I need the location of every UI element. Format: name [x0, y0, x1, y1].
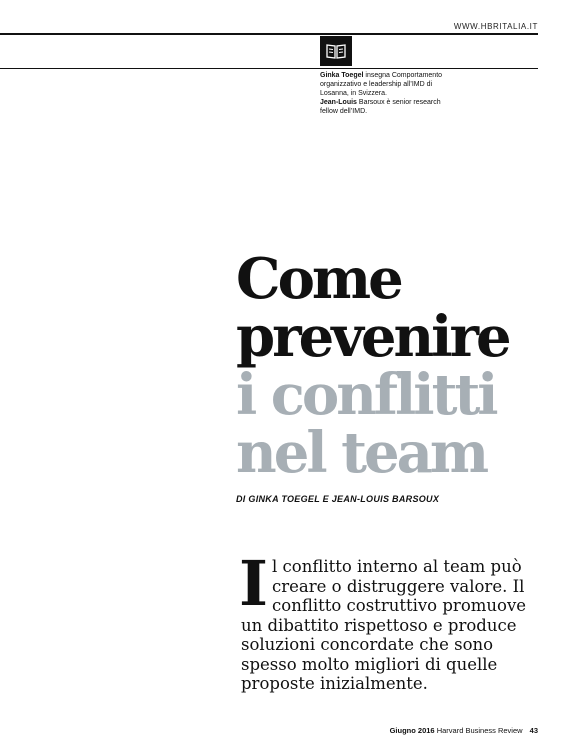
title-line-2: prevenire	[236, 304, 509, 370]
author-bio	[320, 71, 460, 116]
footer-date: Giugno 2016	[389, 726, 435, 735]
title-line-1: Come	[236, 246, 401, 312]
footer-publication: Harvard Business Review	[436, 726, 523, 735]
author-bio-text-2: Barsoux è senior research fellow dell’IMD.	[320, 99, 441, 115]
title-line-4: nel team	[236, 420, 487, 486]
site-url[interactable]: WWW.HBRITALIA.IT	[453, 22, 538, 31]
top-rule	[0, 33, 538, 35]
title-line-3: i conflitti	[236, 362, 496, 428]
author-bio-text-1: insegna Comportamento organizzativo e leadership all’IMD di Losanna, in Svizzera.	[320, 72, 443, 97]
page-footer	[390, 726, 538, 735]
drop-cap: I	[239, 547, 269, 620]
byline: DI GINKA TOEGEL E JEAN-LOUIS BARSOUX	[236, 494, 440, 504]
header-rule	[0, 68, 538, 69]
lead-paragraph	[239, 547, 541, 694]
author-name-1: Ginka Toegel	[320, 72, 364, 79]
author-name-2: Jean-Louis	[320, 99, 357, 106]
page-number: 43	[529, 726, 538, 735]
book-icon	[320, 36, 352, 66]
lead-text: l conflitto interno al team può creare o distruggere valore. Il conflitto costruttivo promuove un dibattito rispettoso e produce soluzioni concordate che sono spesso molto migliori di quelle proposte inizialmente.	[241, 557, 527, 693]
article-title	[236, 246, 566, 486]
